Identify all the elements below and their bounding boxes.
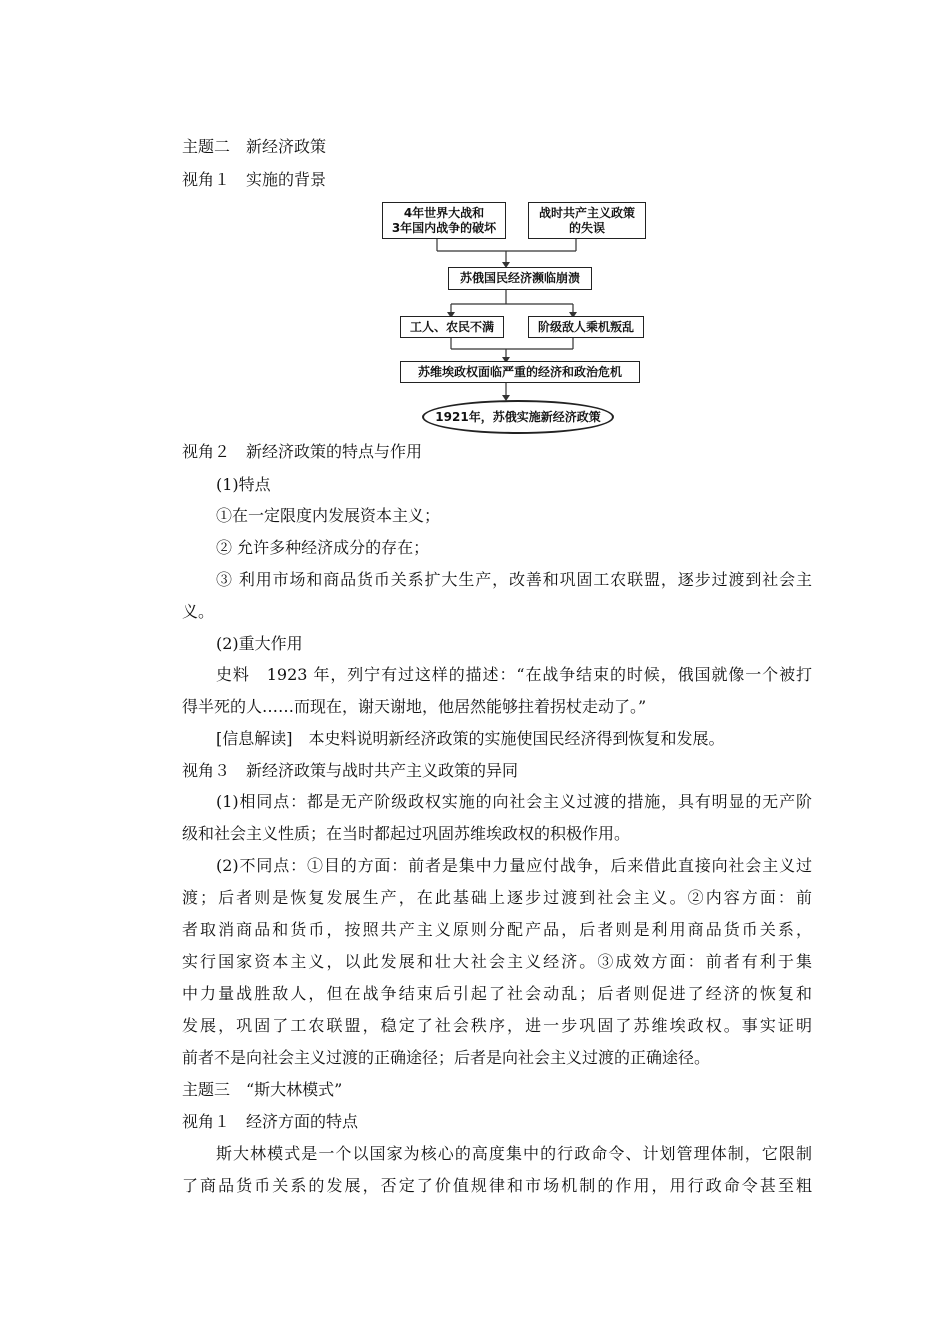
info-interpretation: [信息解读] 本史料说明新经济政策的实施使国民经济得到恢复和发展。 [216,729,725,748]
topic3-view1-heading: 视角１ 经济方面的特点 [182,1112,359,1131]
stalin-model-line1: 斯大林模式是一个以国家为核心的高度集中的行政命令、计划管理体制，它限制 [216,1144,812,1163]
enemy-rebellion-box: 阶级敌人乘机叛乱 [528,316,644,338]
workers-discontent-box: 工人、农民不满 [400,316,504,338]
difference-line7: 前者不是向社会主义过渡的正确途径；后者是向社会主义过渡的正确途径。 [182,1048,711,1067]
view1-heading: 视角１ 实施的背景 [182,170,327,189]
background-flowchart [370,196,660,436]
feature-3-line1: ③ 利用市场和商品货币关系扩大生产，改善和巩固工农联盟，逐步过渡到社会主 [216,570,812,589]
view2-heading: 视角２ 新经济政策的特点与作用 [182,442,423,461]
policy-mistakes-line2: 的失误 [568,220,605,235]
difference-line4: 实行国家资本主义，以此发展和壮大社会主义经济。③成效方面：前者有利于集 [182,952,812,971]
nep-result-ellipse: 1921年，苏俄实施新经济政策 [422,400,614,434]
similarity-line1: (1)相同点：都是无产阶级政权实施的向社会主义过渡的措施，具有明显的无产阶 [216,792,812,811]
features-subheading: (1)特点 [216,475,271,494]
policy-mistakes-box [528,202,646,239]
war-destruction-line2: 3年国内战争的破坏 [391,220,497,235]
difference-line6: 发展，巩固了工农联盟，稳定了社会秩序，进一步巩固了苏维埃政权。事实证明 [182,1016,812,1035]
political-crisis-box: 苏维埃政权面临严重的经济和政治危机 [400,361,640,383]
war-destruction-box [382,202,506,239]
difference-line5: 中力量战胜敌人，但在战争结束后引起了社会动乱；后者则促进了经济的恢复和 [182,984,812,1003]
economy-collapse-box: 苏俄国民经济濒临崩溃 [448,267,592,290]
similarity-line2: 级和社会主义性质；在当时都起过巩固苏维埃政权的积极作用。 [182,824,631,843]
war-destruction-line1: 4年世界大战和 [403,205,485,220]
difference-line3: 者取消商品和货币，按照共产主义原则分配产品，后者则是利用商品货币关系， [182,920,812,939]
stalin-model-line2: 了商品货币关系的发展，否定了价值规律和市场机制的作用，用行政命令甚至粗 [182,1176,812,1195]
impact-subheading: (2)重大作用 [216,634,303,653]
difference-line1: (2)不同点：①目的方面：前者是集中力量应付战争，后来借此直接向社会主义过 [216,856,812,875]
policy-mistakes-line1: 战时共产主义政策 [538,205,635,220]
view3-heading: 视角３ 新经济政策与战时共产主义政策的异同 [182,761,519,780]
feature-2: ② 允许多种经济成分的存在； [216,538,430,557]
feature-1: ①在一定限度内发展资本主义； [216,506,441,525]
source-quote-line1: 史料 1923 年，列宁有过这样的描述：“在战争结束的时候，俄国就像一个被打 [216,665,812,684]
source-quote-line2: 得半死的人……而现在，谢天谢地，他居然能够拄着拐杖走动了。” [182,697,647,716]
difference-line2: 渡；后者则是恢复发展生产，在此基础上逐步过渡到社会主义。②内容方面：前 [182,888,812,907]
topic3-heading: 主题三 “斯大林模式” [182,1080,343,1099]
topic2-heading: 主题二 新经济政策 [182,137,327,156]
feature-3-line2: 义。 [182,602,215,621]
